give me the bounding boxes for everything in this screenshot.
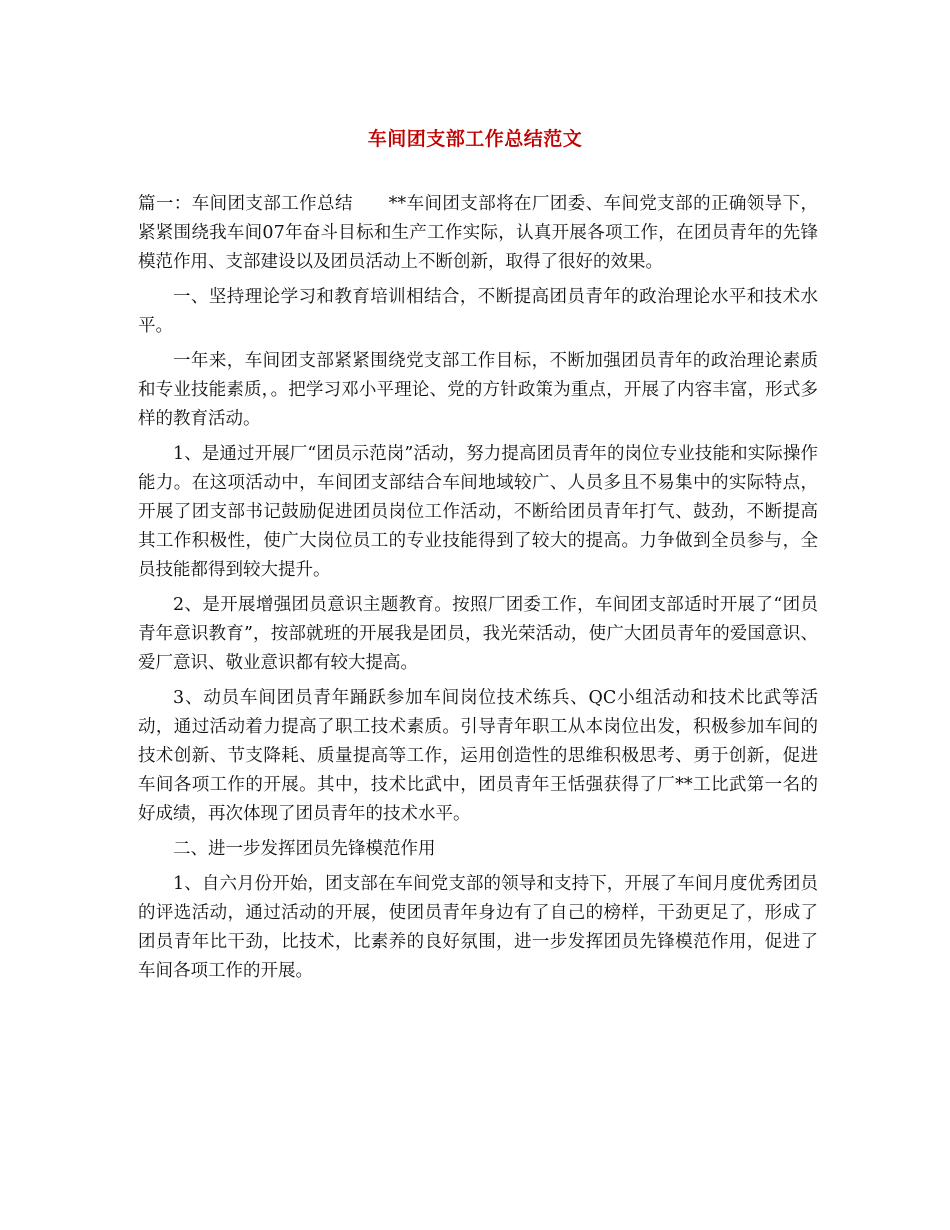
paragraph: 1、是通过开展厂“团员示范岗”活动，努力提高团员青年的岗位专业技能和实际操作能力。在这项活动中，车间团支部结合车间地域较广、人员多且不易集中的实际特点，开展了团支部书记鼓励促进团员岗位工作活动，不断给团员青年打气、鼓劲，不断提高其工作积极性，使广大岗位员工的专业技能得到了较大的提高。力争做到全员参与，全员技能都得到较大提升。 <box>138 444 818 580</box>
section-heading-1: 一、坚持理论学习和教育培训相结合，不断提高团员青年的政治理论水平和技术水平。 <box>138 287 818 336</box>
document-body <box>138 190 818 992</box>
document-title: 车间团支部工作总结范文 <box>367 128 583 150</box>
paragraph: 2、是开展增强团员意识主题教育。按照厂团委工作，车间团支部适时开展了“团员青年意识教育”，按部就班的开展我是团员，我光荣活动，使广大团员青年的爱国意识、爱厂意识、敬业意识都有较大提高。 <box>138 595 818 673</box>
section-heading-2: 二、进一步发挥团员先锋模范作用 <box>173 839 436 859</box>
paragraph-intro: 篇一：车间团支部工作总结 **车间团支部将在厂团委、车间党支部的正确领导下，紧紧围绕我车间07年奋斗目标和生产工作实际，认真开展各项工作，在团员青年的先锋模范作用、支部建设以及团员活动上不断创新，取得了很好的效果。 <box>138 194 818 272</box>
paragraph: 3、动员车间团员青年踊跃参加车间岗位技术练兵、QC小组活动和技术比武等活动，通过活动着力提高了职工技术素质。引导青年职工从本岗位出发，积极参加车间的技术创新、节支降耗、质量提高等工作，运用创造性的思维积极思考、勇于创新，促进车间各项工作的开展。其中，技术比武中，团员青年王恬强获得了厂**工比武第一名的好成绩，再次体现了团员青年的技术水平。 <box>138 688 818 824</box>
paragraph: 1、自六月份开始，团支部在车间党支部的领导和支持下，开展了车间月度优秀团员的评选活动，通过活动的开展，使团员青年身边有了自己的榜样，干劲更足了，形成了团员青年比干劲，比技术，比素养的良好氛围，进一步发挥团员先锋模范作用，促进了车间各项工作的开展。 <box>138 874 818 981</box>
paragraph: 一年来，车间团支部紧紧围绕党支部工作目标，不断加强团员青年的政治理论素质和专业技能素质，。把学习邓小平理论、党的方针政策为重点，开展了内容丰富，形式多样的教育活动。 <box>138 351 818 429</box>
